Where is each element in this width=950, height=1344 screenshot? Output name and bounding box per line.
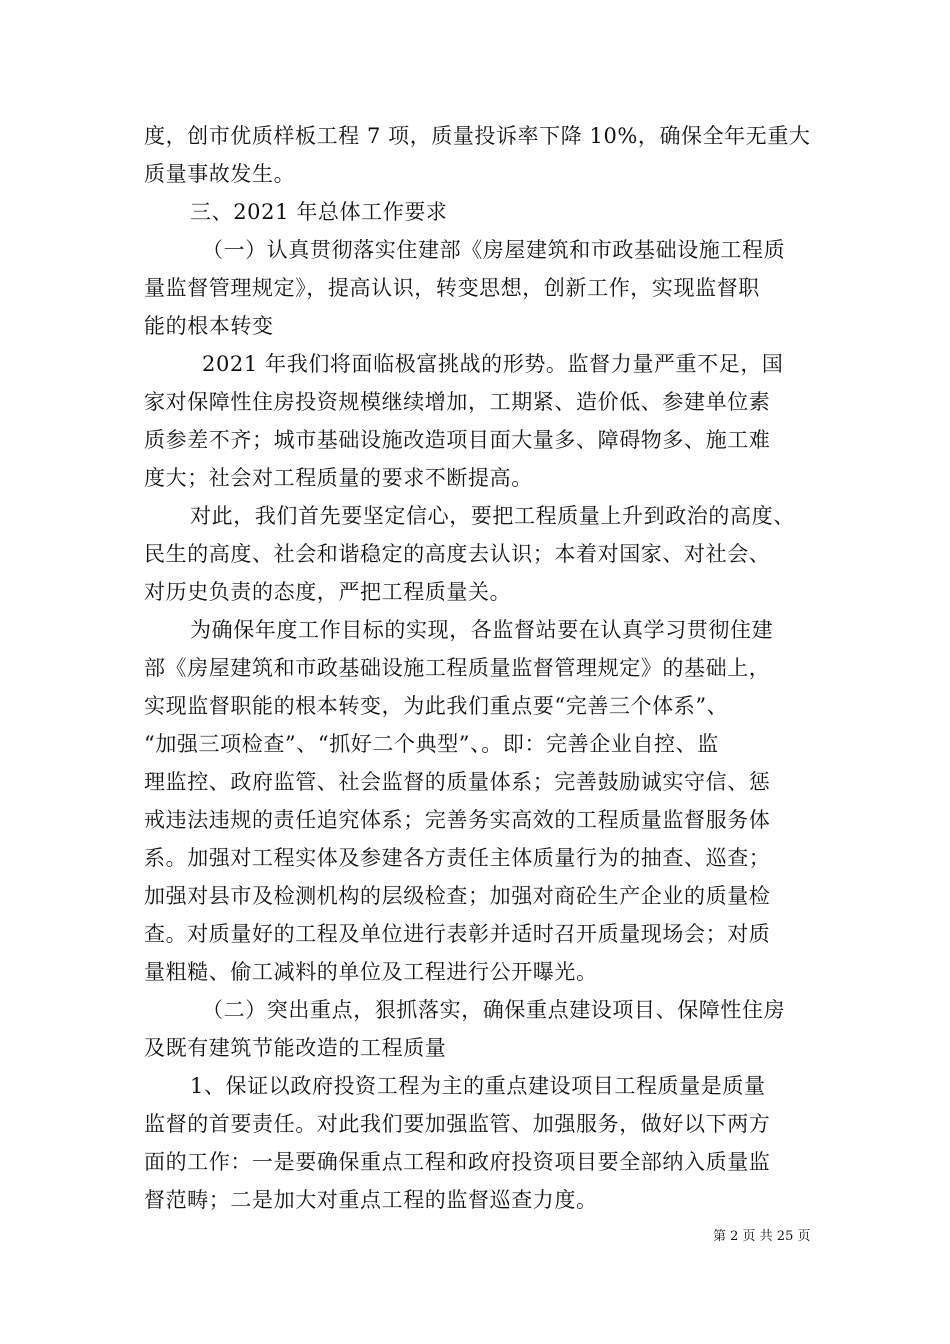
body-text-line: 面的工作：一是要确保重点工程和政府投资项目要全部纳入质量监 bbox=[144, 1150, 771, 1174]
body-text-line: 戒违法违规的责任追究体系；完善务实高效的工程质量监督服务体 bbox=[144, 808, 771, 832]
body-text-line: 度大；社会对工程质量的要求不断提高。 bbox=[144, 466, 533, 490]
body-text-line: 2021 年我们将面临极富挑战的形势。监督力量严重不足，国 bbox=[202, 352, 784, 376]
body-text-line: 查。对质量好的工程及单位进行表彰并适时召开质量现场会；对质 bbox=[144, 922, 771, 946]
body-text-line: 家对保障性住房投资规模继续增加，工期紧、造价低、参建单位素 bbox=[144, 390, 771, 414]
subsection-heading: （二）突出重点，狠抓落实，确保重点建设项目、保障性住房 bbox=[202, 998, 786, 1022]
body-text-line: 为确保年度工作目标的实现，各监督站要在认真学习贯彻住建 bbox=[190, 618, 774, 642]
body-text-line: 度，创市优质样板工程 7 项，质量投诉率下降 10%，确保全年无重大 bbox=[144, 124, 811, 148]
body-text-line: 对历史负责的态度，严把工程质量关。 bbox=[144, 580, 512, 604]
body-text-line: 质参差不齐；城市基础设施改造项目面大量多、障碍物多、施工难 bbox=[144, 428, 771, 452]
body-text-line: 部《房屋建筑和市政基础设施工程质量监督管理规定》的基础上， bbox=[144, 656, 771, 680]
subsection-heading: （一）认真贯彻落实住建部《房屋建筑和市政基础设施工程质 bbox=[202, 238, 786, 262]
body-text-line: 量粗糙、偷工减料的单位及工程进行公开曝光。 bbox=[144, 960, 598, 984]
body-text-line: 质量事故发生。 bbox=[144, 162, 296, 186]
body-text-line: “加强三项检查”、“抓好二个典型”、。即：完善企业自控、监 bbox=[144, 732, 719, 756]
subsection-heading: 能的根本转变 bbox=[144, 314, 274, 338]
body-text-line: 对此，我们首先要坚定信心，要把工程质量上升到政治的高度、 bbox=[190, 504, 795, 528]
section-heading: 三、2021 年总体工作要求 bbox=[190, 200, 448, 224]
body-text-line: 理监控、政府监管、社会监督的质量体系；完善鼓励诚实守信、惩 bbox=[144, 770, 771, 794]
body-text-line: 1、保证以政府投资工程为主的重点建设项目工程质量是质量 bbox=[190, 1074, 766, 1098]
subsection-heading: 及既有建筑节能改造的工程质量 bbox=[144, 1036, 447, 1060]
body-text-line: 民生的高度、社会和谐稳定的高度去认识；本着对国家、对社会、 bbox=[144, 542, 771, 566]
page-number-footer: 第 2 页 共 25 页 bbox=[713, 1229, 811, 1244]
body-text-line: 系。加强对工程实体及参建各方责任主体质量行为的抽查、巡查； bbox=[144, 846, 771, 870]
body-text-line: 加强对县市及检测机构的层级检查；加强对商砼生产企业的质量检 bbox=[144, 884, 771, 908]
body-text-line: 督范畴；二是加大对重点工程的监督巡查力度。 bbox=[144, 1188, 598, 1212]
body-text-line: 实现监督职能的根本转变，为此我们重点要“完善三个体系”、 bbox=[144, 694, 729, 718]
body-text-line: 监督的首要责任。对此我们要加强监管、加强服务，做好以下两方 bbox=[144, 1112, 771, 1136]
subsection-heading: 量监督管理规定》，提高认识，转变思想，创新工作，实现监督职 bbox=[144, 276, 760, 300]
